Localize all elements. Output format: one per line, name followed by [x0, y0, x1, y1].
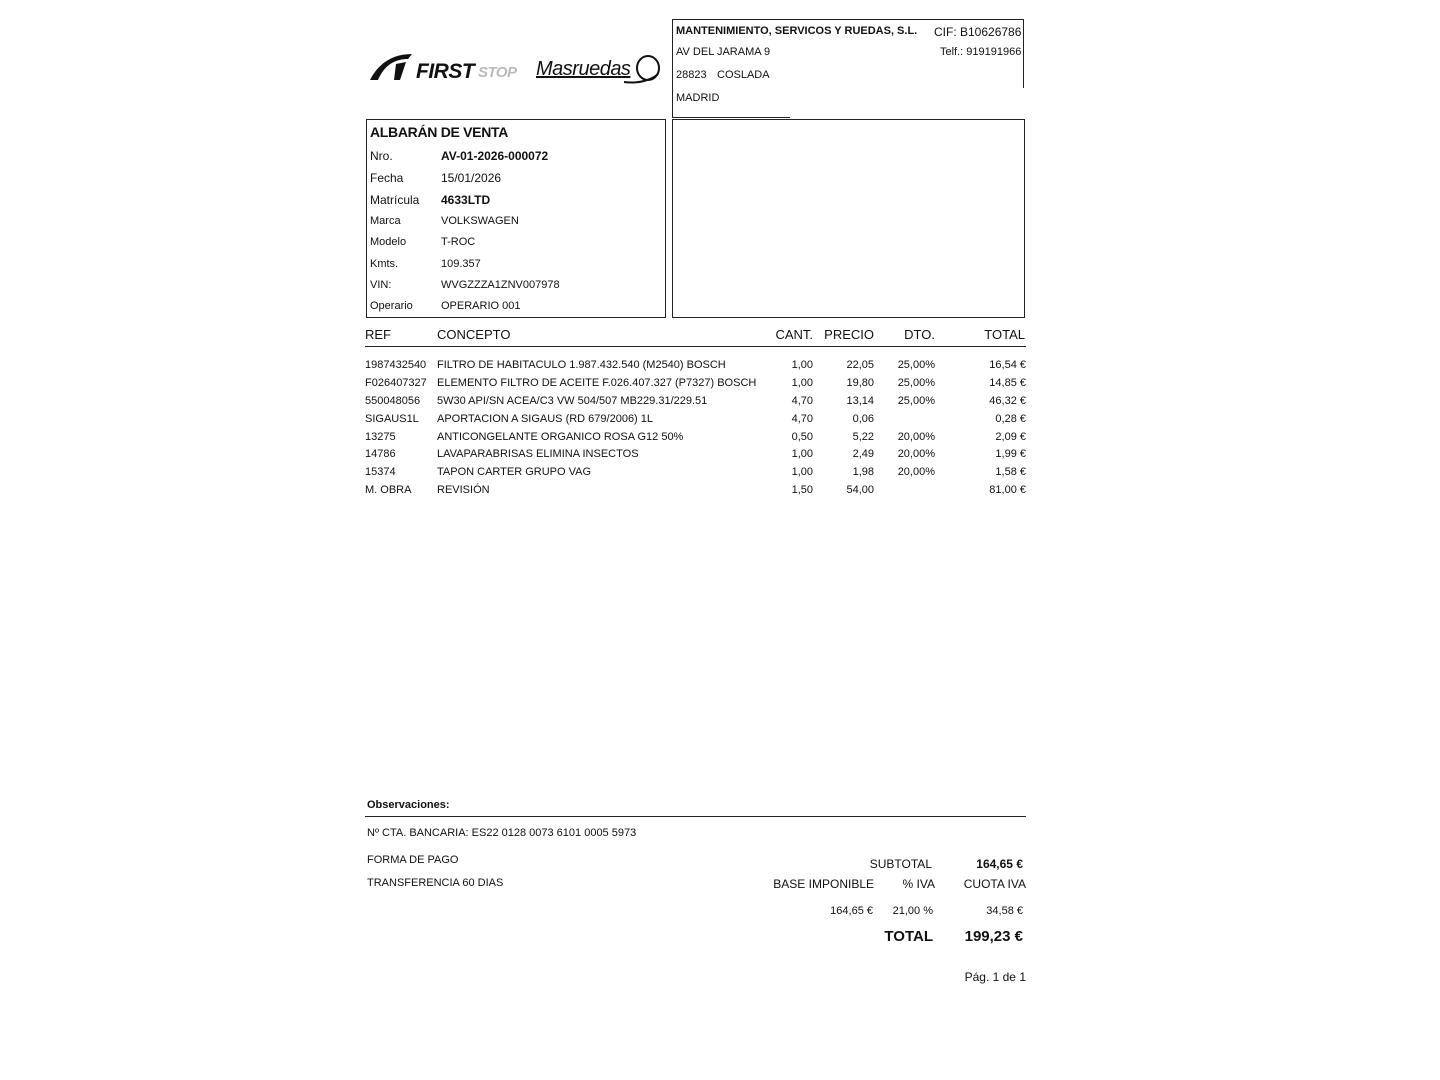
total-label: TOTAL	[884, 928, 933, 945]
row-concepto: ANTICONGELANTE ORGANICO ROSA G12 50%	[437, 431, 684, 443]
subtotal-value: 164,65 €	[976, 857, 1023, 871]
row-cant: 1,00	[791, 448, 813, 460]
company-address: AV DEL JARAMA 9	[676, 46, 771, 58]
row-total: 14,85 €	[989, 377, 1026, 389]
header-total: TOTAL	[984, 327, 1025, 342]
row-total: 16,54 €	[989, 359, 1026, 371]
row-dto: 25,00%	[897, 359, 935, 371]
row-concepto: LAVAPARABRISAS ELIMINA INSECTOS	[437, 448, 639, 460]
header-precio: PRECIO	[824, 327, 874, 342]
iva-value: 21,00 %	[892, 905, 933, 917]
row-cant: 1,00	[791, 359, 813, 371]
row-concepto: FILTRO DE HABITACULO 1.987.432.540 (M2540) BOSCH	[437, 359, 726, 371]
row-concepto: REVISIÓN	[437, 484, 490, 496]
row-concepto: TAPON CARTER GRUPO VAG	[437, 466, 592, 478]
row-total: 46,32 €	[989, 395, 1026, 407]
company-name: MANTENIMIENTO, SERVICOS Y RUEDAS, S.L.	[676, 25, 918, 37]
observaciones-rule	[365, 816, 1026, 817]
field-value-kmts: 109.357	[441, 258, 481, 270]
row-precio: 22,05	[846, 359, 874, 371]
table-header-rule	[365, 346, 1026, 347]
header-concepto: CONCEPTO	[437, 327, 511, 342]
row-cant: 1,00	[791, 466, 813, 478]
row-total: 0,28 €	[995, 413, 1026, 425]
company-postal-code: 28823	[676, 69, 707, 81]
company-phone: Telf.: 919191966	[940, 46, 1022, 58]
row-precio: 54,00	[846, 484, 874, 496]
field-value-nro: AV-01-2026-000072	[441, 149, 549, 163]
company-logo	[366, 50, 666, 96]
row-dto: 25,00%	[897, 395, 935, 407]
row-dto: 20,00%	[897, 466, 935, 478]
field-label-vin: VIN:	[370, 279, 392, 291]
row-cant: 1,00	[791, 377, 813, 389]
row-concepto: APORTACION A SIGAUS (RD 679/2006) 1L	[437, 413, 654, 425]
document-title: ALBARÁN DE VENTA	[370, 124, 509, 140]
field-value-vin: WVGZZZA1ZNV007978	[441, 279, 560, 291]
row-dto: 20,00%	[897, 448, 935, 460]
row-ref: 1987432540	[365, 359, 427, 371]
row-total: 81,00 €	[989, 484, 1026, 496]
row-precio: 1,98	[852, 466, 874, 478]
field-label-matricula: Matrícula	[370, 193, 420, 207]
field-value-matricula: 4633LTD	[441, 193, 491, 207]
field-value-fecha: 15/01/2026	[441, 171, 502, 185]
header-dto: DTO.	[904, 327, 935, 342]
payment-value: TRANSFERENCIA 60 DIAS	[367, 877, 504, 889]
row-ref: SIGAUS1L	[365, 413, 419, 425]
logo-first-text: FIRST	[416, 60, 475, 83]
subtotal-label: SUBTOTAL	[869, 857, 932, 871]
base-imponible-value: 164,65 €	[830, 905, 873, 917]
field-label-fecha: Fecha	[370, 171, 404, 185]
row-total: 1,99 €	[995, 448, 1026, 460]
row-cant: 1,50	[791, 484, 813, 496]
row-precio: 2,49	[852, 448, 874, 460]
row-concepto: ELEMENTO FILTRO DE ACEITE F.026.407.327 (P7327) BOSCH	[437, 377, 757, 389]
row-precio: 5,22	[852, 431, 874, 443]
iva-label: % IVA	[902, 877, 935, 891]
cuota-iva-label: CUOTA IVA	[963, 877, 1026, 891]
row-precio: 13,14	[846, 395, 874, 407]
cuota-iva-value: 34,58 €	[986, 905, 1023, 917]
wheel-swoosh-icon	[624, 54, 662, 86]
field-label-marca: Marca	[370, 215, 401, 227]
first-stop-swoosh-icon	[366, 50, 416, 84]
header-ref: REF	[365, 327, 391, 342]
header-cant: CANT.	[775, 327, 813, 342]
row-ref: 15374	[365, 466, 396, 478]
row-precio: 0,06	[852, 413, 874, 425]
row-total: 1,58 €	[995, 466, 1026, 478]
logo-masruedas-text: Masruedas	[536, 58, 631, 80]
row-ref: F026407327	[365, 377, 427, 389]
field-label-nro: Nro.	[370, 149, 393, 163]
row-dto: 25,00%	[897, 377, 935, 389]
field-value-modelo: T-ROC	[441, 236, 476, 248]
row-cant: 4,70	[791, 413, 813, 425]
row-concepto: 5W30 API/SN ACEA/C3 VW 504/507 MB229.31/229.51	[437, 395, 708, 407]
field-label-kmts: Kmts.	[370, 258, 399, 270]
row-ref: 14786	[365, 448, 396, 460]
row-precio: 19,80	[846, 377, 874, 389]
field-label-modelo: Modelo	[370, 236, 407, 248]
field-label-operario: Operario	[370, 300, 413, 312]
row-total: 2,09 €	[995, 431, 1026, 443]
total-value: 199,23 €	[964, 928, 1023, 945]
row-cant: 4,70	[791, 395, 813, 407]
company-cif: CIF: B10626786	[934, 25, 1022, 39]
company-province: MADRID	[676, 92, 720, 104]
observaciones-label: Observaciones:	[367, 799, 450, 811]
row-ref: 13275	[365, 431, 396, 443]
field-value-operario: OPERARIO 001	[441, 300, 521, 312]
row-ref: M. OBRA	[365, 484, 412, 496]
row-cant: 0,50	[791, 431, 813, 443]
base-imponible-label: BASE IMPONIBLE	[773, 877, 874, 891]
company-city: COSLADA	[717, 69, 770, 81]
logo-group-text: STOP	[478, 64, 517, 81]
page-number: Pág. 1 de 1	[964, 970, 1026, 984]
field-value-marca: VOLKSWAGEN	[441, 215, 519, 227]
row-dto: 20,00%	[897, 431, 935, 443]
bank-account: Nº CTA. BANCARIA: ES22 0128 0073 6101 0005 5973	[367, 827, 637, 839]
customer-address-box	[672, 119, 1025, 318]
payment-label: FORMA DE PAGO	[367, 854, 459, 866]
row-ref: 550048056	[365, 395, 421, 407]
